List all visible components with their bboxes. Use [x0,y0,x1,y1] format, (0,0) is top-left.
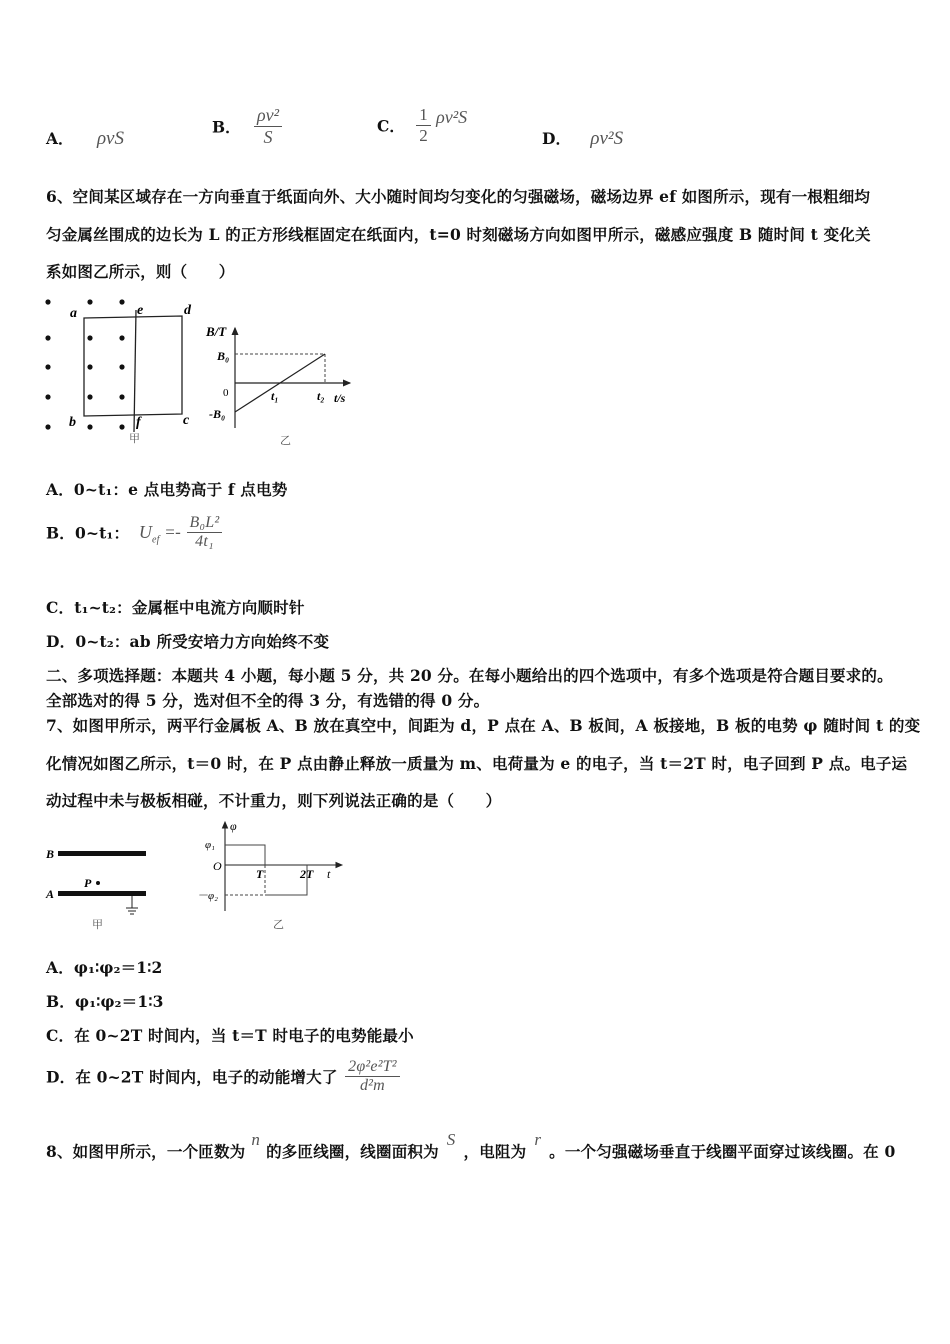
q5-option-c: C． $\frac{1}{2}$ ρv²S [377,105,468,145]
q6-option-b-den: 4t₁ [195,533,214,550]
caption-yi: 乙 [280,435,291,447]
section2-line2: 全部选对的得 5 分，选对但不全的得 3 分，有选错的得 0 分。 [46,691,490,710]
point-e-label: e [137,303,144,318]
point-f-label: f [136,415,141,430]
magnetic-field-dots [45,299,124,429]
q7-option-d-num: 2φ²e²T² [345,1058,400,1077]
point-p-dot [96,881,100,885]
q7-stem-line2: 化情况如图乙所示，t＝0 时，在 P 点由静止释放一质量为 m、电荷量为 e 的电子，当 t＝2T 时，电子回到 P 点。电子运 [46,754,908,773]
y-axis-label: B/T [206,324,227,339]
q6-stem-line3: 系如图乙所示，则（ ） [46,262,235,281]
t1-label: t₁ [271,389,279,403]
q7-figure-phi-graph [196,815,346,935]
corner-a-label: a [70,306,77,321]
q5-option-c-coef-den: 2 [419,126,428,145]
q5-option-b-num: ρv² [254,105,282,127]
neg-b0-label: -B₀ [209,407,226,421]
x-axis-label: t/s [334,391,346,405]
point-p-label: P [84,876,92,890]
q5-option-c-expr: ρv²S [436,107,468,127]
q6-figure-bt-graph [203,318,363,448]
b0-label: B₀ [217,349,230,363]
q7-stem-line3: 动过程中未与极板相碰，不计重力，则下列说法正确的是（ ） [46,791,502,810]
q6-option-b: B．0~t₁： $U_{ef}$ =- $\frac{\text{B₀L²}}{\text{4t₁}}$ [46,514,222,551]
q7-option-c: C．在 0~2T 时间内，当 t＝T 时电子的电势能最小 [46,1026,414,1045]
plate-b [58,851,146,856]
boundary-ef [134,310,136,432]
q5-option-d: D． ρv²S [542,128,624,149]
corner-b-label: b [69,415,76,430]
plate-b-label: B [46,847,55,861]
phi-axis-label: φ [230,819,237,833]
t-axis-label: t [327,867,331,881]
section2-line1: 二、多项选择题：本题共 4 小题，每小题 5 分，共 20 分。在每小题给出的四个选项中，有多个选项是符合题目要求的。 [46,666,893,685]
corner-c-label: c [183,413,190,428]
plate-a [58,891,146,896]
q5-option-b-den: S [263,127,273,147]
q6-stem-line2: 匀金属丝围成的边长为 L 的正方形线框固定在纸面内，t=0 时刻磁场方向如图甲所示，磁感应强度 B 随时间 t 变化关 [46,225,871,244]
phi1-label: φ₁ [205,839,215,851]
q7-stem-line1: 7、如图甲所示，两平行金属板 A、B 放在真空中，间距为 d，P 点在 A、B 板间，A 板接地，B 板的电势 φ 随时间 t 的变 [46,716,921,735]
phi1-segment [225,845,265,865]
q6-option-b-num: B₀L² [187,514,223,533]
corner-d-label: d [184,303,191,318]
q5-option-c-coef-num: 1 [416,105,431,126]
q5-option-a-expr: ρvS [96,128,124,149]
caption-jia: 甲 [129,433,140,445]
q5-option-b: B． $\frac{\text{ρv²}}{S}$ [212,105,282,148]
q7-option-d: D．在 0~2T 时间内，电子的动能增大了 $\frac{\text{2φ²e²T²}}{\text{d²m}}$ [46,1058,400,1095]
square-frame [84,316,182,416]
neg-phi2-label: －φ₂ [197,890,218,902]
q7-option-d-den: d²m [359,1077,385,1094]
q5-option-d-expr: ρv²S [590,128,624,149]
q6-option-c: C．t₁~t₂：金属框中电流方向顺时针 [46,598,305,617]
q7-option-b: B．φ₁∶φ₂＝1∶3 [46,992,164,1011]
q8-stem: 8、如图甲所示，一个匝数为n的多匝线圈，线圈面积为S，电阻为r。一个匀强磁场垂直于线圈平面穿过该线圈。在 0 [46,1130,896,1161]
t2-label: t₂ [317,389,325,403]
plate-a-label: A [46,887,55,901]
q5-option-a: A． ρvS [46,128,124,149]
q6-option-a: A．0~t₁：e 点电势高于 f 点电势 [46,480,288,499]
caption-yi-7: 乙 [273,919,284,931]
q6-figure-frame [36,290,206,450]
caption-jia-7: 甲 [92,919,103,931]
ground-symbol [126,896,138,914]
q7-figure-plates [40,838,155,933]
phi-origin-label: O [213,859,222,873]
q6-stem-line1: 6、空间某区域存在一方向垂直于纸面向外、大小随时间均匀变化的匀强磁场，磁场边界 ef 如图所示，现有一根粗细均 [46,187,871,206]
q7-option-a: A．φ₁∶φ₂＝1∶2 [46,958,163,977]
t-tick-label: T [256,867,264,881]
origin-label: 0 [223,387,229,399]
q6-option-d: D．0~t₂：ab 所受安培力方向始终不变 [46,632,330,651]
2t-tick-label: 2T [300,867,314,881]
